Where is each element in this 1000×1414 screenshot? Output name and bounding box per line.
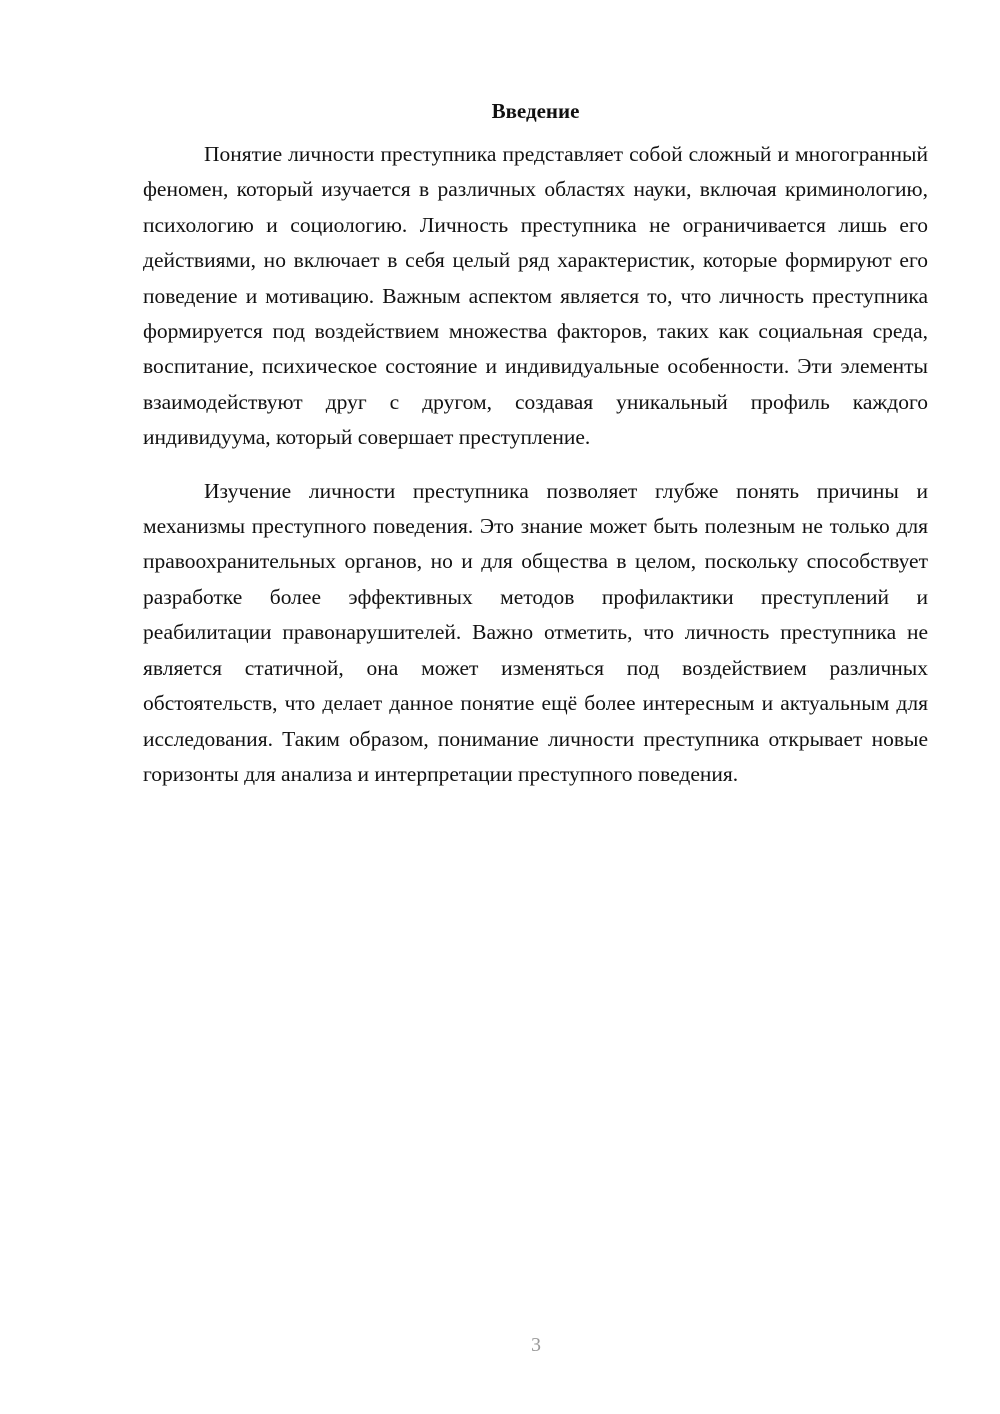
section-heading: Введение [491, 99, 580, 123]
page-number: 3 [531, 1334, 541, 1356]
page-content [143, 93, 928, 792]
paragraph-1: Понятие личности преступника представляет собой сложный и многогранный феномен, который изучается в различных областях науки, включая криминологию, психологию и социологию. Личность преступника не ограничивается лишь его действиями, но включает в себя целый ряд характеристик, которые формируют его поведение и мотивацию. Важным аспектом является то, что личность преступника формируется под воздействием множества факторов, таких как социальная среда, воспитание, психическое состояние и индивидуальные особенности. Эти элементы взаимодействуют друг с другом, создавая уникальный профиль каждого индивидуума, который совершает преступление. [143, 142, 928, 450]
paragraph-2: Изучение личности преступника позволяет глубже понять причины и механизмы преступного поведения. Это знание может быть полезным не только для правоохранительных органов, но и для общества в целом, поскольку способствует разработке более эффективных методов профилактики преступлений и реабилитации правонарушителей. Важно отметить, что личность преступника не является статичной, она может изменяться под воздействием различных обстоятельств, что делает данное понятие ещё более интересным и актуальным для исследования. Таким образом, понимание личности преступника открывает новые горизонты для анализа и интерпретации преступного поведения. [143, 478, 928, 786]
